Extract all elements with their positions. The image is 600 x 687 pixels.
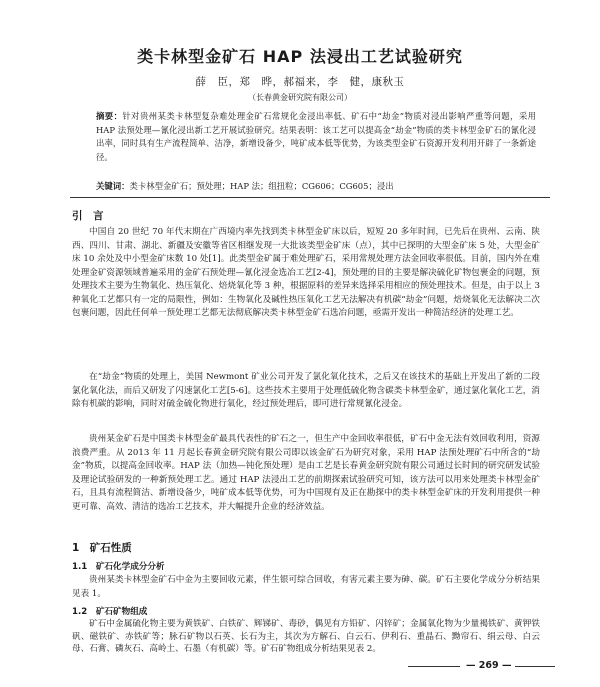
header-divider (70, 197, 550, 198)
intro-paragraph-2: 在“劫金”物质的处理上，美国 Newmont 矿业公司开发了氯化氧化技术，之后又在该技术的基础上开发出了新的二段氯化氧化法，而后又研发了闪速氯化工艺[5-6]。这些技术主要用于处理低硫化物含碳类卡林型金矿，通过氯化氧化工艺，消除有机碳的影响，同时对硫金硫化物进行氧化，经过预处理后，即可进行常规氰化浸金。 (72, 372, 540, 409)
affiliation: （长春黄金研究院有限公司） (248, 93, 352, 102)
keywords-label: 关键词： (96, 181, 130, 191)
abstract-block (96, 110, 536, 164)
keywords-block (96, 180, 536, 193)
paper-title: 类卡林型金矿石 HAP 法浸出工艺试验研究 (137, 47, 463, 66)
subsection-1-1-text: 贵州某类卡林型金矿石中金为主要回收元素，伴生银可综合回收，有害元素主要为砷、碳。矿石主要化学成分分析结果见表 1。 (72, 575, 540, 599)
subsection-1-1-heading: 1.1 矿石化学成分分析 (72, 562, 165, 572)
subsection-1-2-heading: 1.2 矿石矿物组成 (72, 607, 148, 617)
page-number: — 269 — (466, 660, 512, 671)
keywords-text: 类卡林型金矿石；预处理；HAP 法；组扭粒；CG606；CG605；浸出 (129, 181, 394, 191)
abstract-label: 摘要： (96, 111, 123, 121)
section-1-heading: 1 矿石性质 (72, 542, 132, 554)
intro-paragraph-3: 贵州某金矿石是中国类卡林型金矿最具代表性的矿石之一，但生产中金回收率很低，矿石中金无法有效回收利用，资源浪费严重。从 2013 年 11 月起长春黄金研究院有限公司即以该金矿石为研究对象，采用 HAP 法预处理矿石中所含的“劫金”物质，以提高金回收率。HAP 法（加热—钝化预处理）是由工艺是长春黄金研究院有限公司通过长时间的研究研发试验及理论试验研发的一种新预处理工艺。通过 HAP 法浸出工艺的前期探索试验研究可知，该方法可以用来处理类卡林型金矿石，且具有流程简洁、新增设备少，吨矿成本低等优势，可为中国现有及正在勘探中的类卡林型金矿床的开发利用提供一种更可靠、高效、清洁的选冶工艺技术，并大幅提升企业的经济效益。 (72, 434, 540, 512)
intro-heading: 引 言 (72, 210, 104, 222)
footer-rule-left (408, 666, 460, 667)
intro-paragraph-1: 中国自 20 世纪 70 年代末期在广西境内率先找到类卡林型金矿床以后，短短 20 多年时间，已先后在贵州、云南、陕西、四川、甘肃、湖北、新疆及安徽等省区相继发现一大批该类型金矿床（点），其中已探明的大型金矿床 5 处，大型金矿床 10 余处及中小型金矿床数 10 处[1]。此类型金矿属于难处理矿石，采用常规处理方法金回收率很低。目前，国内外在难处理金矿资源领域普遍采用的金矿石预处理—氰化浸金选冶工艺[2-4]，预处理的目的主要是解决硫化矿物包裹金的问题，预处理技术主要为生物氧化、热压氧化、焙烧氧化等 3 种，根据原料的差异来选择采用相应的预处理技术。但是，由于以上 3 种氧化工艺都只有一定的局限性，例如：生物氧化及碱性热压氧化工艺无法解决有机碳“劫金”问题，焙烧氧化无法解决二次包裹问题，因此任何单一预处理工艺都无法彻底解决类卡林型金矿石选冶问题，亟需开发出一种简洁经济的处理工艺。 (72, 227, 540, 318)
subsection-1-2-text: 矿石中金属硫化物主要为黄铁矿、白铁矿、辉锑矿、毒砂，偶见有方铅矿、闪锌矿；金属氧化物为少量褐铁矿、黄钾铁矾、磁铁矿、赤铁矿等；脉石矿物以石英、长石为主，其次为方解石、白云石、伊利石、重晶石、黝帘石、绢云母、白云母、石膏、磷灰石、高岭土、石墨（有机碳）等。矿石矿物组成分析结果见表 2。 (72, 619, 540, 654)
author-list: 薛 臣，郑 晔，郝福来，李 健，康秋玉 (195, 76, 405, 88)
abstract-text: 针对贵州某类卡林型复杂难处理金矿石常规化金浸出率低、矿石中“劫金”物质对浸出影响严重等问题，采用 HAP 法预处理—氰化浸出新工艺开展试验研究。结果表明：该工艺可以提高金“劫金”物质的类卡林型金矿石的氰化浸出率，同时具有生产流程简单、洁净，新增设备少，吨矿成本低等优势，为该类型金矿石资源开发利用开辟了一条新途径。 (96, 111, 536, 162)
footer-rule-right (515, 666, 555, 667)
